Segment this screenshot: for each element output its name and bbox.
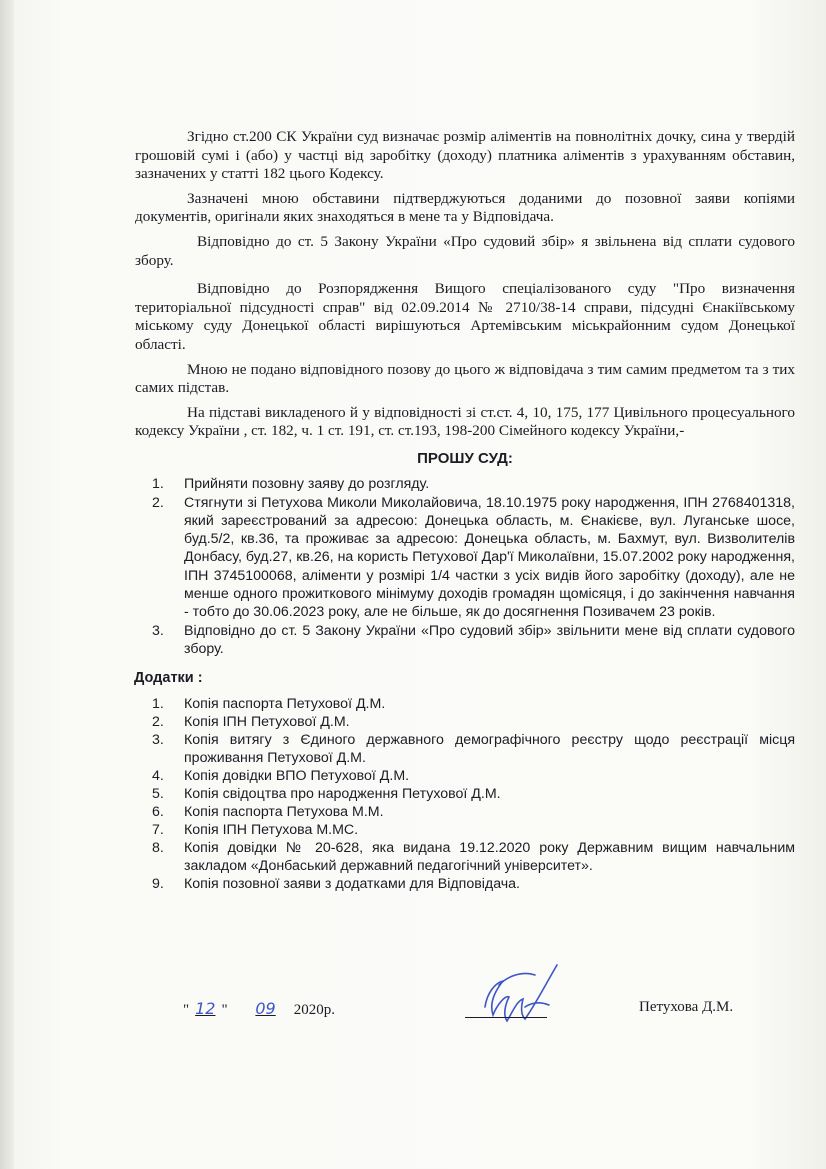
paragraph-jurisdiction: Відповідно до Розпорядження Вищого спеціалізованого суду "Про визначення територіальної підсудності справ" від 02.09.2014 № 2710/38-14 справи, підсудні Єнакіївському міському суду Донецької області вирішуються Артемівським міськрайонним судом Донецької області.: [135, 280, 795, 353]
list-item: 6. Копія паспорта Петухова М.М.: [152, 804, 384, 821]
request-list: [135, 475, 795, 659]
date-field: [183, 999, 335, 1019]
list-item: 2. Копія ІПН Петухової Д.М.: [152, 714, 350, 731]
signature-row: [135, 995, 775, 1035]
signature-line: [465, 1017, 547, 1018]
list-item: 8. Копія довідки № 20-628, яка видана 19.12.2020 року Державним вищим навчальним закладом «Донбаський державний педагогічний університет».: [152, 840, 795, 875]
page-edge-shadow: [0, 0, 14, 1169]
list-item: 4. Копія довідки ВПО Петухової Д.М.: [152, 768, 410, 785]
list-item: 7. Копія ІПН Петухова М.МС.: [152, 822, 359, 839]
paragraph-evidence: Зазначені мною обставини підтверджуються доданими до позовної заяви копіями документів, оригінали яких знаходяться в мене та у Відповідача.: [135, 189, 795, 226]
date-quote-open: ": [183, 1002, 190, 1018]
document-body: [135, 128, 795, 893]
list-item: 1. Копія паспорта Петухової Д.М.: [152, 696, 386, 713]
list-item: 9. Копія позовної заяви з додатками для Відповідача.: [152, 876, 520, 893]
paragraph-legal-basis: На підставі викладеного й у відповідності зі ст.ст. 4, 10, 175, 177 Цивільного процесуального кодексу України , ст. 182, ч. 1 ст. 191, ст. ст.193, 198-200 Сімейного кодексу України,-: [135, 403, 795, 440]
date-day-handwritten: 12: [195, 999, 216, 1018]
signer-name: Петухова Д.М.: [639, 999, 734, 1015]
list-item: 3. Відповідно до ст. 5 Закону України «Про судовий збір» звільнити мене від сплати судового збору.: [152, 623, 795, 658]
date-year: 2020р.: [293, 1002, 335, 1018]
list-item: 3. Копія витягу з Єдиного державного демографічного реєстру щодо реєстрації місця проживання Петухової Д.М.: [152, 732, 795, 767]
date-quote-close: ": [221, 1002, 228, 1018]
date-month-handwritten: 09: [255, 999, 276, 1018]
request-heading: ПРОШУ СУД:: [417, 449, 513, 467]
list-item: 2. Стягнути зі Петухова Миколи Миколайовича, 18.10.1975 року народження, ІПН 2768401318, який зареєстрований за адресою: Донецька область, м. Єнакієве, вул. Луганське шосе, буд.5/2, кв.36, та проживає за адресою: Донецька область, м. Бахмут, вул. Визволителів Донбасу, буд.27, кв.26, на користь Петухової Дар'ї Миколаївни, 15.07.2002 року народження, ІПН 3745100068, аліменти у розмірі 1/4 частки з усіх видів його заробітку (доходу), але не менше одного прожиткового мінімуму доходів громадян щомісяця, і до закінчення навчання - тобто до 30.06.2023 року, але не більше, як до досягнення Позивачем 23 років.: [152, 494, 795, 620]
attachments-title: Додатки :: [134, 669, 203, 686]
paragraph-court-fee-exemption: Відповідно до ст. 5 Закону України «Про судовий збір» я звільнена від сплати судового збору.: [135, 232, 795, 269]
handwritten-signature: [465, 945, 615, 1035]
paragraph-alimony-law: Згідно ст.200 СК України суд визначає розмір аліментів на повнолітніх дочку, сина у твердій грошовій сумі і (або) у частці від заробітку (доходу) платника аліментів з урахуванням обставин, зазначених у статті 182 цього Кодексу.: [135, 128, 795, 183]
paragraph-no-prior-claim: Мною не подано відповідного позову до цього ж відповідача з тим самим предметом та з тих самих підстав.: [135, 360, 795, 397]
list-item: 1. Прийняти позовну заяву до розгляду.: [152, 475, 430, 492]
list-item: 5. Копія свідоцтва про народження Петухової Д.М.: [152, 786, 501, 803]
attachments-list: [135, 695, 795, 893]
